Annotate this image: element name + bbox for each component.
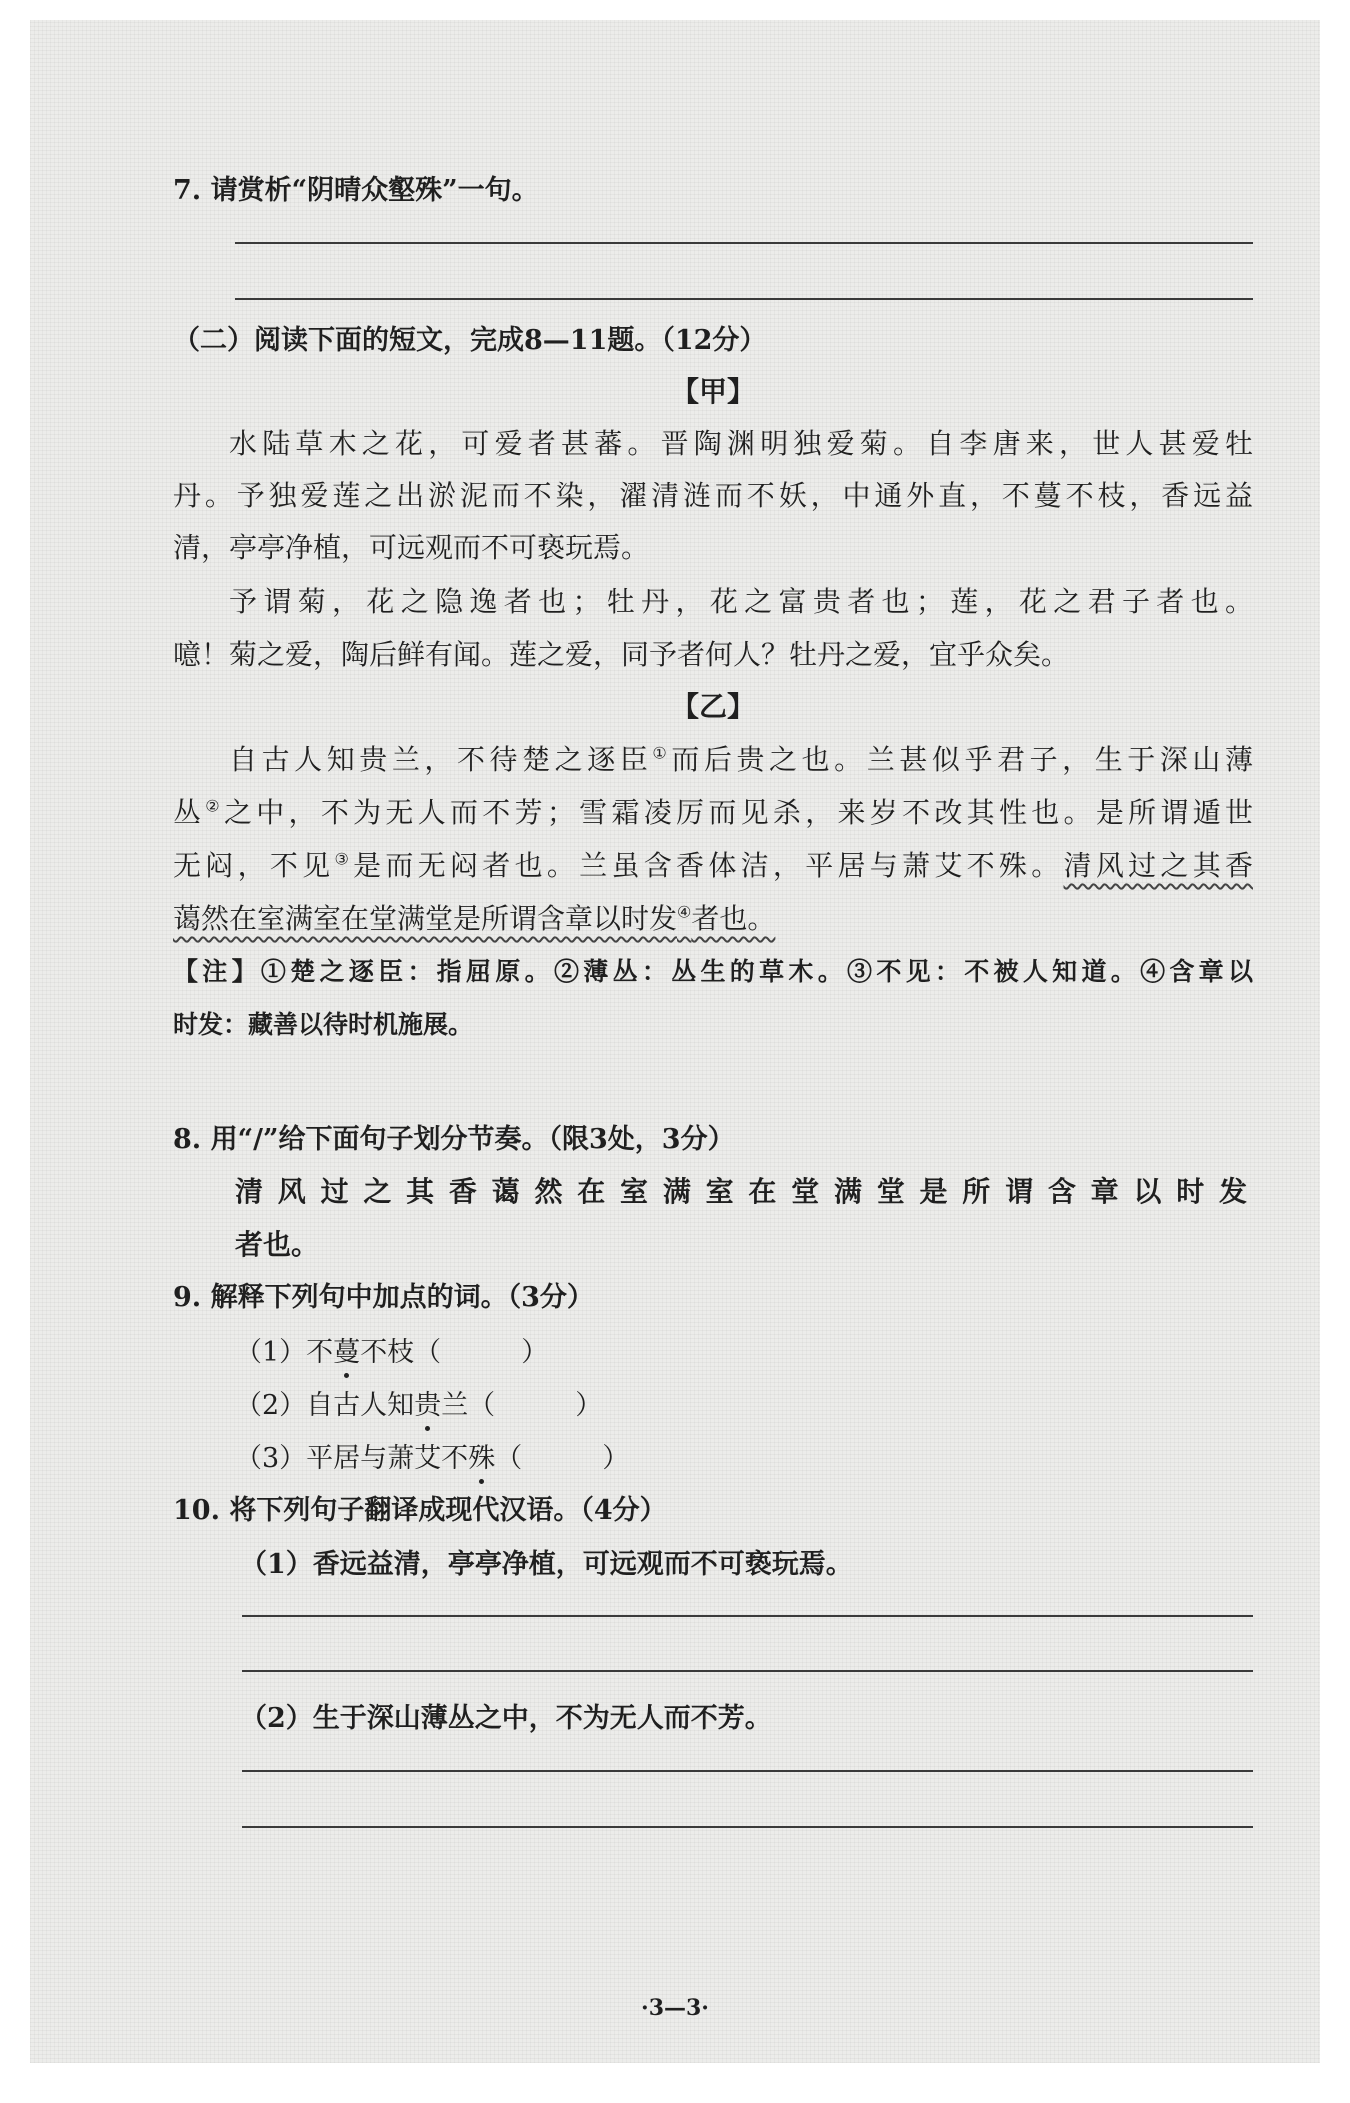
question-9-item: （2）自古人知贵兰（ ） — [235, 1383, 602, 1422]
passage-jia-line: 丹。予独爱莲之出淤泥而不染，濯清涟而不妖，中通外直，不蔓不枝，香远益 — [173, 479, 1253, 512]
page-number: ·3—3· — [641, 1995, 709, 2021]
question-10-sentence: （1）香远益清，亭亭净植，可远观而不可亵玩焉。 — [240, 1549, 853, 1580]
passage-jia-line: 予谓菊，花之隐逸者也；牡丹，花之富贵者也；莲，花之君子者也。 — [229, 585, 1253, 618]
answer-line — [235, 298, 1253, 300]
footnote-marker: ④ — [677, 902, 692, 922]
passage-yi-line: 无闷，不见③是而无闷者也。兰虽含香体洁，平居与萧艾不殊。清风过之其香 — [173, 849, 1253, 882]
section-2-header: （二）阅读下面的短文，完成8—11题。（12分） — [173, 325, 767, 356]
answer-line — [242, 1670, 1253, 1672]
question-8-sentence: 者也。 — [235, 1228, 320, 1261]
dotted-char: 蔓 — [333, 1330, 360, 1369]
passage-yi-line: 自古人知贵兰，不待楚之逐臣①而后贵之也。兰甚似乎君子，生于深山薄 — [229, 743, 1253, 776]
exam-page — [30, 20, 1320, 2063]
passage-yi-line — [173, 897, 1253, 937]
question-7: 7. 请赏析“阴晴众壑殊”一句。 — [173, 175, 539, 206]
question-8-sentence: 清风过之其香蔼然在室满室在堂满堂是所谓含章以时发 — [235, 1175, 1253, 1208]
question-9: 9. 解释下列句中加点的词。（3分） — [173, 1282, 594, 1313]
passage-jia-line: 清，亭亭净植，可远观而不可亵玩焉。 — [173, 531, 650, 564]
footnote-marker: ② — [205, 796, 224, 816]
passage-jia-title: 【甲】 — [670, 375, 755, 408]
answer-line — [242, 1770, 1253, 1772]
dotted-char: 贵 — [414, 1383, 441, 1422]
wavy-underlined-text: 蔼然在室满室在堂满堂是所谓含章以时发④者也。 — [173, 902, 776, 935]
question-10-sentence: （2）生于深山薄丛之中，不为无人而不芳。 — [240, 1703, 772, 1734]
question-8: 8. 用“/”给下面句子划分节奏。（限3处，3分） — [173, 1124, 735, 1155]
question-10: 10. 将下列句子翻译成现代汉语。（4分） — [173, 1495, 667, 1526]
footnote-line: 【注】①楚之逐臣：指屈原。②薄丛：丛生的草木。③不见：不被人知道。④含章以 — [173, 957, 1253, 986]
passage-yi-line: 丛②之中，不为无人而不芳；雪霜凌厉而见杀，来岁不改其性也。是所谓遁世 — [173, 796, 1253, 829]
wavy-underlined-text: 清风过之其香 — [1063, 849, 1253, 882]
passage-jia-line: 水陆草木之花，可爱者甚蕃。晋陶渊明独爱菊。自李唐来，世人甚爱牡 — [229, 427, 1253, 460]
footnote-line: 时发：藏善以待时机施展。 — [173, 1010, 474, 1039]
answer-line — [242, 1826, 1253, 1828]
footnote-marker: ③ — [334, 849, 354, 869]
answer-line — [235, 242, 1253, 244]
question-9-item: （3）平居与萧艾不殊（ ） — [235, 1436, 629, 1475]
footnote-marker: ① — [652, 743, 672, 763]
dotted-char: 殊 — [468, 1436, 495, 1475]
passage-jia-line: 噫！菊之爱，陶后鲜有闻。莲之爱，同予者何人？牡丹之爱，宜乎众矣。 — [173, 638, 1070, 671]
answer-line — [242, 1615, 1253, 1617]
question-9-item: （1）不蔓不枝（ ） — [235, 1330, 548, 1369]
passage-yi-title: 【乙】 — [670, 690, 755, 723]
